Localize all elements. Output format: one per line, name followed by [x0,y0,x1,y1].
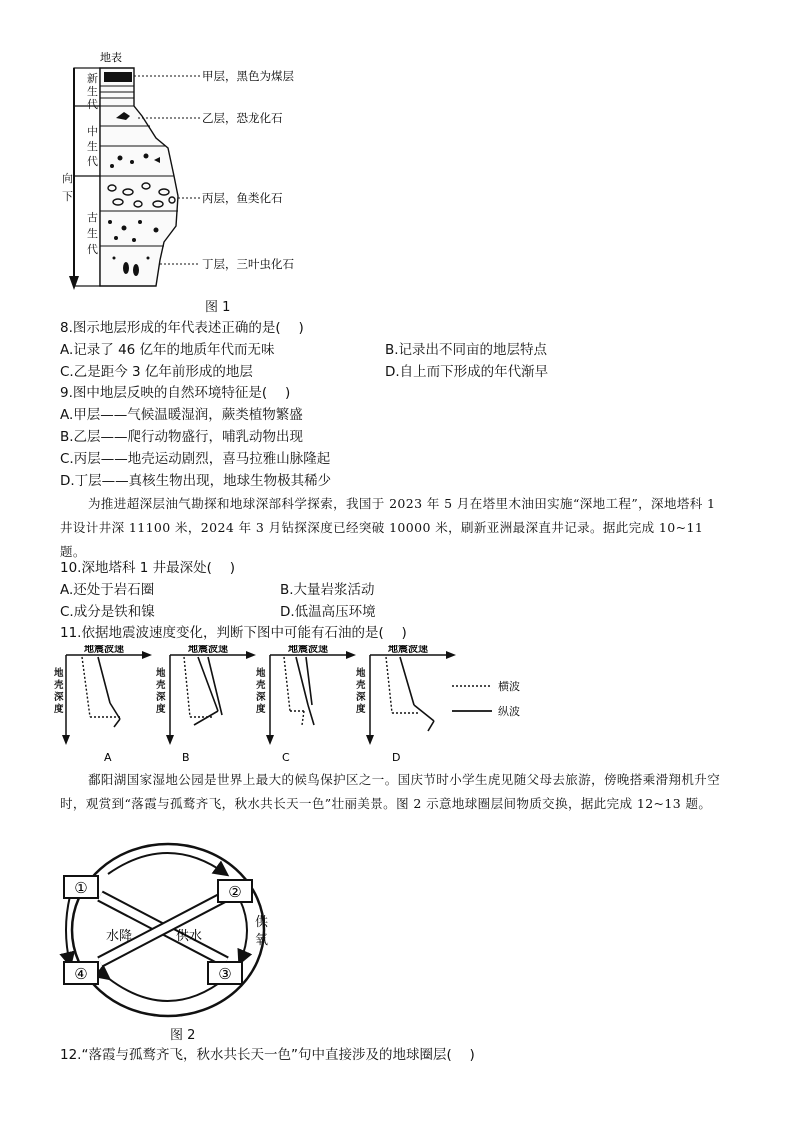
q9-option-a[interactable]: A.甲层——气候温暖湿润，蕨类植物繁盛 [60,407,303,423]
svg-text:①: ① [74,879,88,897]
node-2[interactable] [218,880,252,902]
figure-1-strata [60,46,320,296]
direction-label: 向下 [62,172,73,203]
label-c: C [282,751,290,764]
layer-a-label: 甲层，黑色为煤层 [202,69,294,83]
seismic-diagram-a[interactable] [62,651,152,745]
figure-2-caption: 图 2 [170,1028,196,1043]
coal-seam [104,72,132,82]
surface-label: 地表 [100,51,122,64]
era-mesozoic-label: 中生代 [87,125,98,168]
label-d: D [392,751,401,764]
axis-side-c: 地壳深度 [256,668,266,715]
rain-label: 水降 [106,929,133,944]
axis-top-a: 地震波速 [84,645,124,655]
q8-option-b[interactable]: B.记录出不同亩的地层特点 [385,342,548,358]
q8-option-c[interactable]: C.乙是距今 3 亿年前形成的地层 [60,364,253,380]
legend-transverse-label: 横波 [498,680,520,693]
q11-stem: 11.依据地震波速度变化，判断下图中可能有石油的是( ) [60,625,407,641]
axis-side-d: 地壳深度 [356,668,366,715]
oxygen-label: 供氧 [255,915,269,948]
seismic-wave-diagrams [58,645,538,765]
passage-poyang-lake: 鄱阳湖国家湿地公园是世界上最大的候鸟保护区之一。国庆节时小学生虎见随父母去旅游，傍晚搭乘滑翔机升空时，观赏到“落霞与孤鹜齐飞，秋水共长天一色”壮丽美景。图 2 示意地球圈层间物质交换，据此完成 12~13 题。 [60,772,721,811]
q9-stem: 9.图中地层反映的自然环境特征是( ) [60,385,291,401]
layer-d-label: 丁层，三叶虫化石 [202,257,294,271]
axis-side-b: 地壳深度 [156,668,166,715]
q10-option-d[interactable]: D.低温高压环境 [280,604,376,620]
q10-option-b[interactable]: B.大量岩浆活动 [280,582,375,598]
axis-top-c: 地震波速 [288,645,328,655]
strata-column [100,68,178,286]
supply-water-label: 供水 [176,929,203,944]
layer-c-label: 丙层，鱼类化石 [202,191,283,205]
svg-text:②: ② [228,883,242,901]
era-paleozoic-label: 古生代 [87,211,98,256]
q10-stem: 10.深地塔科 1 井最深处( ) [60,560,235,576]
q10-option-c[interactable]: C.成分是铁和镍 [60,604,155,620]
node-1[interactable] [64,876,98,898]
svg-text:④: ④ [74,965,88,983]
label-b: B [182,751,190,764]
q9-option-b[interactable]: B.乙层——爬行动物盛行，哺乳动物出现 [60,429,304,445]
passage-deep-drilling: 为推进超深层油气勘探和地球深部科学探索，我国于 2023 年 5 月在塔里木油田实施“深地工程”，深地塔科 1 井设计井深 11100 米，2024 年 3 月钻探深度已经突破 10000 米，刷新亚洲最深直井记录。据此完成 10~11 题。 [60,496,716,559]
q8-option-d[interactable]: D.自上而下形成的年代渐早 [385,364,549,380]
q12-stem: 12.“落霞与孤鹜齐飞，秋水共长天一色”句中直接涉及的地球圈层( ) [60,1047,475,1063]
q8-option-a[interactable]: A.记录了 46 亿年的地质年代而无味 [60,342,275,358]
era-cenozoic-label: 新生代 [87,72,98,111]
seismic-diagram-b[interactable] [166,651,256,745]
figure-2-sphere-exchange [58,836,278,1026]
axis-top-b: 地震波速 [188,645,228,655]
q10-option-a[interactable]: A.还处于岩石圈 [60,582,155,598]
figure-1-caption: 图 1 [205,300,231,315]
label-a: A [104,751,112,764]
node-3[interactable] [208,962,242,984]
svg-text:③: ③ [218,965,232,983]
axis-top-d: 地震波速 [388,645,428,655]
node-4[interactable] [64,962,98,984]
q9-option-c[interactable]: C.丙层——地壳运动剧烈，喜马拉雅山脉隆起 [60,451,331,467]
seismic-diagram-c[interactable] [266,651,356,745]
q8-stem: 8.图示地层形成的年代表述正确的是( ) [60,320,304,336]
legend-longitudinal-label: 纵波 [498,705,520,718]
axis-side-a: 地壳深度 [54,668,64,715]
seismic-diagram-d[interactable] [366,651,456,745]
layer-b-label: 乙层，恐龙化石 [202,111,283,125]
q9-option-d[interactable]: D.丁层——真核生物出现，地球生物极其稀少 [60,473,332,489]
